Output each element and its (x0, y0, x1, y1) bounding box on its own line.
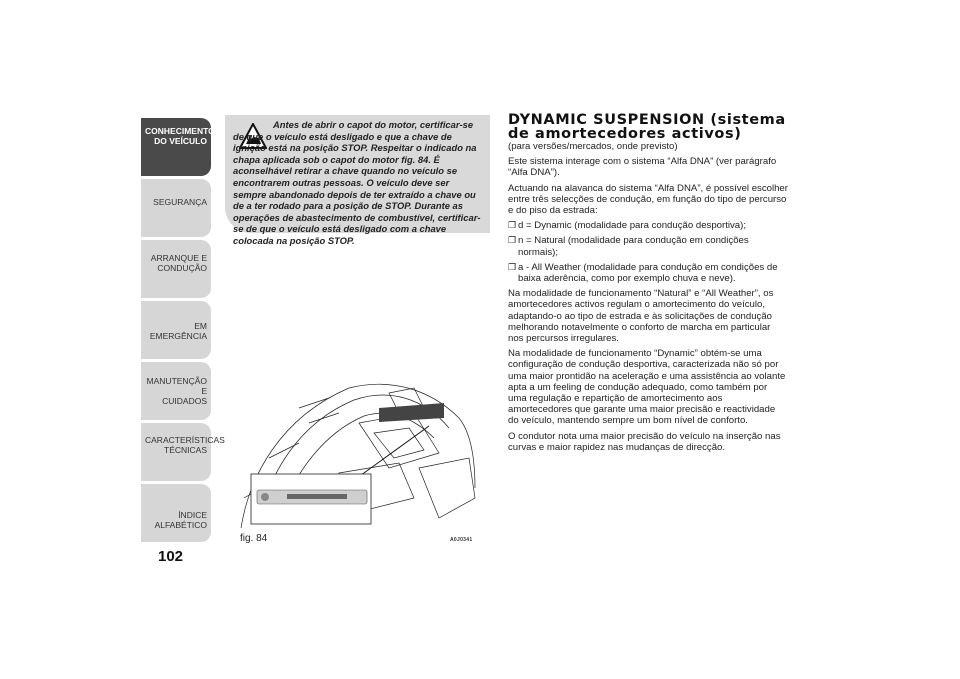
tab-label-line1: ÍNDICE ALFABÉTICO (154, 510, 207, 530)
tab-em-emergencia[interactable] (141, 301, 211, 359)
paragraph-3: Na modalidade de funcionamento “Natural” e “All Weather”, os amortecedores activos regulam o amortecimento do veículo, adaptando-o ao tipo de estrada e às solicitações de condução melhorando notavelmente o conforto de marcha em particular nos percursos irregulares. (508, 288, 774, 345)
list-item-text: n = Natural (modalidade para condução em condições normais); (518, 235, 749, 258)
tab-caracteristicas-tecnicas[interactable] (141, 423, 225, 481)
tab-indice-alfabetico[interactable] (141, 484, 211, 542)
section-subtitle: (para versões/mercados, onde previsto) (508, 141, 678, 152)
tab-manutencao-e-cuidados[interactable] (141, 362, 211, 420)
list-item (508, 220, 788, 231)
section-heading (508, 113, 788, 141)
tab-label-line1: CARACTERÍSTICAS (145, 435, 225, 445)
tab-seguranca[interactable] (141, 179, 211, 237)
tab-arranque-e-conducao[interactable] (141, 240, 211, 298)
figure-caption: fig. 84 (240, 533, 268, 544)
figure-code: A0J0341 (450, 537, 473, 543)
heading-line2: de amortecedores activos) (508, 126, 742, 142)
checkbox-bullet-icon: ❒ (508, 220, 517, 231)
list-item-text: d = Dynamic (modalidade para condução desportiva); (518, 220, 746, 232)
checkbox-bullet-icon: ❒ (508, 235, 517, 246)
dynamic-suspension-section (508, 113, 788, 457)
hood-label-drawing (239, 378, 477, 531)
tab-label-line1: SEGURANÇA (153, 197, 207, 207)
page-number: 102 (158, 548, 184, 565)
paragraph-1: Este sistema interage com o sistema “Alfa DNA” (ver parágrafo “Alfa DNA”). (508, 156, 777, 179)
engine-bay-illustration (239, 378, 477, 531)
warning-text: Antes de abrir o capot do motor, certificar-se de que o veículo está desligado e que a chave de ignição está na posição STOP. Respeitar o indicado na chapa aplicada sob o capot do motor fig. 84. É aconselhável retirar a chave quando no veículo se encontrarem outras pessoas. O veículo deve ser sempre abandonado depois de ter extraído a chave ou de a ter rodado para a posição de STOP. Durante as operações de abastecimento de combustível, certificar-se de que o veículo está desligado com a chave colocada na posição STOP. (233, 119, 481, 246)
warning-box (225, 115, 490, 246)
checkbox-bullet-icon: ❒ (508, 261, 517, 272)
paragraph-5: O condutor nota uma maior precisão do veículo na inserção nas curvas e maior rapidez nas mudanças de direcção. (508, 430, 781, 453)
tab-label-line2: CUIDADOS (162, 396, 207, 406)
tab-conhecimento-do-veiculo[interactable] (141, 118, 215, 176)
tab-label-line2: TÉCNICAS (164, 445, 207, 455)
list-item-text: a - All Weather (modalidade para condução em condições de baixa aderência, como por exemplo chuva e neve). (518, 261, 778, 285)
tab-label-line2: CONDUÇÃO (157, 263, 207, 273)
tab-label-line1: MANUTENÇÃO E (146, 376, 207, 396)
paragraph-2: Actuando na alavanca do sistema “Alfa DNA”, é possível escolher entre três selecções de condução, em função do tipo de percurso e do piso da estrada: (508, 182, 788, 217)
paragraph-4: Na modalidade de funcionamento “Dynamic” obtém-se uma configuração de condução desportiva, caracterizada não só por uma maior prontidão na aceleração e uma assistência ao volante apta a um feeling de condução adequado, como também por uma regulação e repartição de amortecimento aos amortecedores que garante uma maior precisão e reactividade do veículo, mantendo sempre um bom nível de conforto. (508, 348, 786, 427)
tab-label-line1: ARRANQUE E (150, 253, 207, 263)
list-item (508, 262, 788, 284)
tab-label-line1: EM EMERGÊNCIA (149, 321, 207, 341)
heading-line1: DYNAMIC SUSPENSION (sistema (508, 112, 786, 128)
tab-label-line2: DO VEÍCULO (154, 136, 207, 146)
tab-label-line1: CONHECIMENTO (145, 126, 215, 136)
list-item (508, 235, 788, 257)
